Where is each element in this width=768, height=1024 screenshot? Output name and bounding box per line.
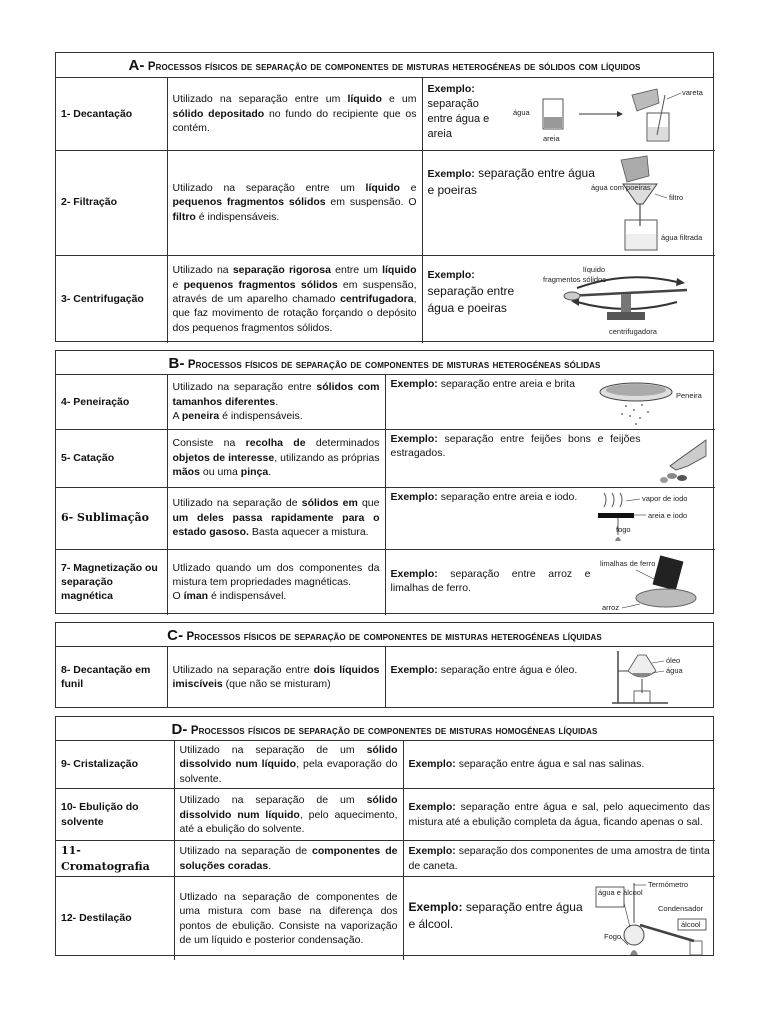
section-c-table [56, 647, 715, 707]
process-name: 8- Decantação em funil [56, 647, 167, 707]
table-row [56, 487, 715, 549]
oil-label: óleo [665, 656, 680, 665]
process-description: Utlizado na separação de componentes de uma mistura com base na diferença dos pontos de ebulição. Consiste na vaporização de um líquido e posterior condensação. [174, 876, 403, 960]
section-c-title: C- Processos físicos de separação de componentes de misturas heterogéneas líquidas [56, 623, 713, 647]
process-name: 3- Centrifugação [56, 255, 167, 343]
process-example: Exemplo: separação entre água e óleo. óleo água [385, 647, 715, 707]
process-name: 11- Cromatografia [56, 841, 174, 876]
fire-label: Fogo [603, 931, 621, 941]
process-description: Utilizado na separação de sólidos em que um deles passa rapidamente para o estado gasoso. Basta aquecer a mistura. [167, 487, 385, 549]
process-name: 2- Filtração [56, 150, 167, 255]
process-description: Utilizado na separação rigorosa entre um líquido e pequenos fragmentos sólidos em suspensão, através de um aparelho chamado centrifugadora, que faz movimento de rotação forçando o depósito dos pequenos fragmentos sólidos. [167, 255, 422, 343]
section-c [55, 622, 714, 708]
fire-label: fogo [615, 524, 631, 534]
process-name: 5- Catação [56, 429, 167, 487]
alcohol-label: álcool [680, 919, 701, 929]
section-b-title-text: Processos físicos de separação de componentes de misturas heterogéneas sólidas [187, 359, 601, 371]
process-example: Exemplo: separação entre água e poeiras líquido fragmentos sólidos centrifugadora [422, 255, 715, 343]
sand-label: areia [542, 134, 560, 143]
liquid-label: líquido [582, 264, 605, 274]
process-example: Exemplo: separação entre feijões bons e feijões estragados. [385, 429, 715, 487]
iron-filings-label: limalhas de ferro [599, 558, 655, 568]
process-name: 10- Ebulição do solvente [56, 789, 174, 841]
process-example: Exemplo: separação entre água e poeiras água com poeiras filtro água filtrada [422, 150, 715, 255]
sieve-illustration [596, 378, 711, 428]
section-c-title-text: Processos físicos de separação de componentes de misturas heterogéneas líquidas [186, 631, 602, 643]
separatory-funnel-illustration [608, 649, 708, 705]
process-example: Exemplo: separação entre água e sal, pelo aquecimento das mistura até a ebulição completa da água, ficando apenas o sal. [403, 789, 715, 841]
process-description: Utilizado na separação entre sólidos com tamanhos diferentes. A peneira é indispensáveis. [167, 375, 385, 429]
iodine-vapor-label: vapor de iodo [641, 493, 687, 503]
section-a-table [56, 78, 715, 343]
centrifuge-illustration [537, 260, 712, 340]
process-name: 9- Cristalização [56, 741, 174, 789]
section-b [55, 350, 714, 614]
water-label: água [512, 108, 530, 117]
table-row [56, 789, 715, 841]
decantation-illustration [507, 81, 707, 145]
process-name: 7- Magnetização ou separação magnética [56, 549, 167, 615]
process-description: Utilizado na separação entre dois líquidos imiscíveis (que não se misturam) [167, 647, 385, 707]
process-description: Utilizado na separação entre um líquido e pequenos fragmentos sólidos em suspensão. O filtro é indispensáveis. [167, 150, 422, 255]
magnet-illustration [600, 552, 710, 614]
section-b-title: B- Processos físicos de separação de componentes de misturas heterogéneas sólidas [56, 351, 713, 375]
filter-label: filtro [668, 192, 683, 202]
table-row [56, 549, 715, 615]
table-row [56, 375, 715, 429]
filtration-illustration [591, 154, 711, 252]
table-row [56, 876, 715, 960]
process-description: Consiste na recolha de determinados objetos de interesse, utilizando as próprias mãos ou uma pinça. [167, 429, 385, 487]
process-example: Exemplo: separação entre água e areia água areia vareta [422, 78, 715, 150]
table-row [56, 647, 715, 707]
section-d-table [56, 741, 715, 960]
section-d-title: D- Processos físicos de separação de componentes de misturas homogéneas líquidas [56, 717, 713, 741]
mix-label: água com poeiras [590, 182, 651, 192]
table-row [56, 78, 715, 150]
fragments-label: fragmentos sólidos [542, 274, 606, 284]
process-example: Exemplo: separação dos componentes de uma amostra de tinta de caneta. [403, 841, 715, 876]
process-description: Utilizado na separação de componentes de soluções coradas. [174, 841, 403, 876]
table-row [56, 741, 715, 789]
table-row [56, 429, 715, 487]
sieve-label: Peneira [675, 391, 702, 400]
process-example: Exemplo: separação entre areia e iodo. vapor de iodo areia e iodo fogo [385, 487, 715, 549]
process-example: Exemplo: separação entre areia e brita Peneira [385, 375, 715, 429]
process-description: Utilizado na separação de um sólido dissolvido num líquido, pelo aquecimento, até a ebulição do solvente. [174, 789, 403, 841]
section-d [55, 716, 714, 956]
section-a-title: A- Processos físicos de separação de componentes de misturas heterogéneas de sólidos com líquidos [56, 53, 713, 78]
mixture-label: água e álcool [597, 887, 643, 897]
section-a-title-text: Processos físicos de separação de componentes de misturas heterogéneas de sólidos com líquidos [147, 61, 641, 73]
thermometer-label: Termómetro [647, 879, 688, 889]
distillation-illustration [590, 879, 714, 959]
section-d-title-text: Processos físicos de separação de componentes de misturas homogéneas líquidas [190, 725, 598, 737]
process-example: Exemplo: separação entre arroz e limalhas de ferro. limalhas de ferro arroz [385, 549, 715, 615]
section-b-table [56, 375, 715, 615]
table-row [56, 255, 715, 343]
water-label: água [665, 666, 683, 675]
process-description: Utilizado na separação entre um líquido e um sólido depositado no fundo do recipiente que os contém. [167, 78, 422, 150]
filtered-label: água filtrada [660, 232, 702, 242]
process-name: 12- Destilação [56, 876, 174, 960]
table-row [56, 150, 715, 255]
hand-picking-illustration [648, 436, 708, 484]
process-description: Utlizado quando um dos componentes da mistura tem propriedades magnéticas. O íman é indispensável. [167, 549, 385, 615]
process-example: Exemplo: separação entre água e álcool. Termómetro água e álcool Condensador álcool Fogo [403, 876, 715, 960]
process-name: 4- Peneiração [56, 375, 167, 429]
sublimation-illustration [596, 491, 714, 547]
table-row [56, 841, 715, 876]
rod-label: vareta [681, 88, 703, 97]
process-name: 1- Decantação [56, 78, 167, 150]
process-description: Utilizado na separação de um sólido dissolvido num líquido, pela evaporação do solvente. [174, 741, 403, 789]
section-a [55, 52, 714, 342]
process-name: 6- Sublimação [56, 487, 167, 549]
condenser-label: Condensador [657, 903, 703, 913]
process-example: Exemplo: separação entre água e sal nas salinas. [403, 741, 715, 789]
sand-iodine-label: areia e iodo [647, 510, 687, 520]
centrifuge-label: centrifugadora [608, 326, 657, 336]
rice-label: arroz [601, 602, 619, 612]
